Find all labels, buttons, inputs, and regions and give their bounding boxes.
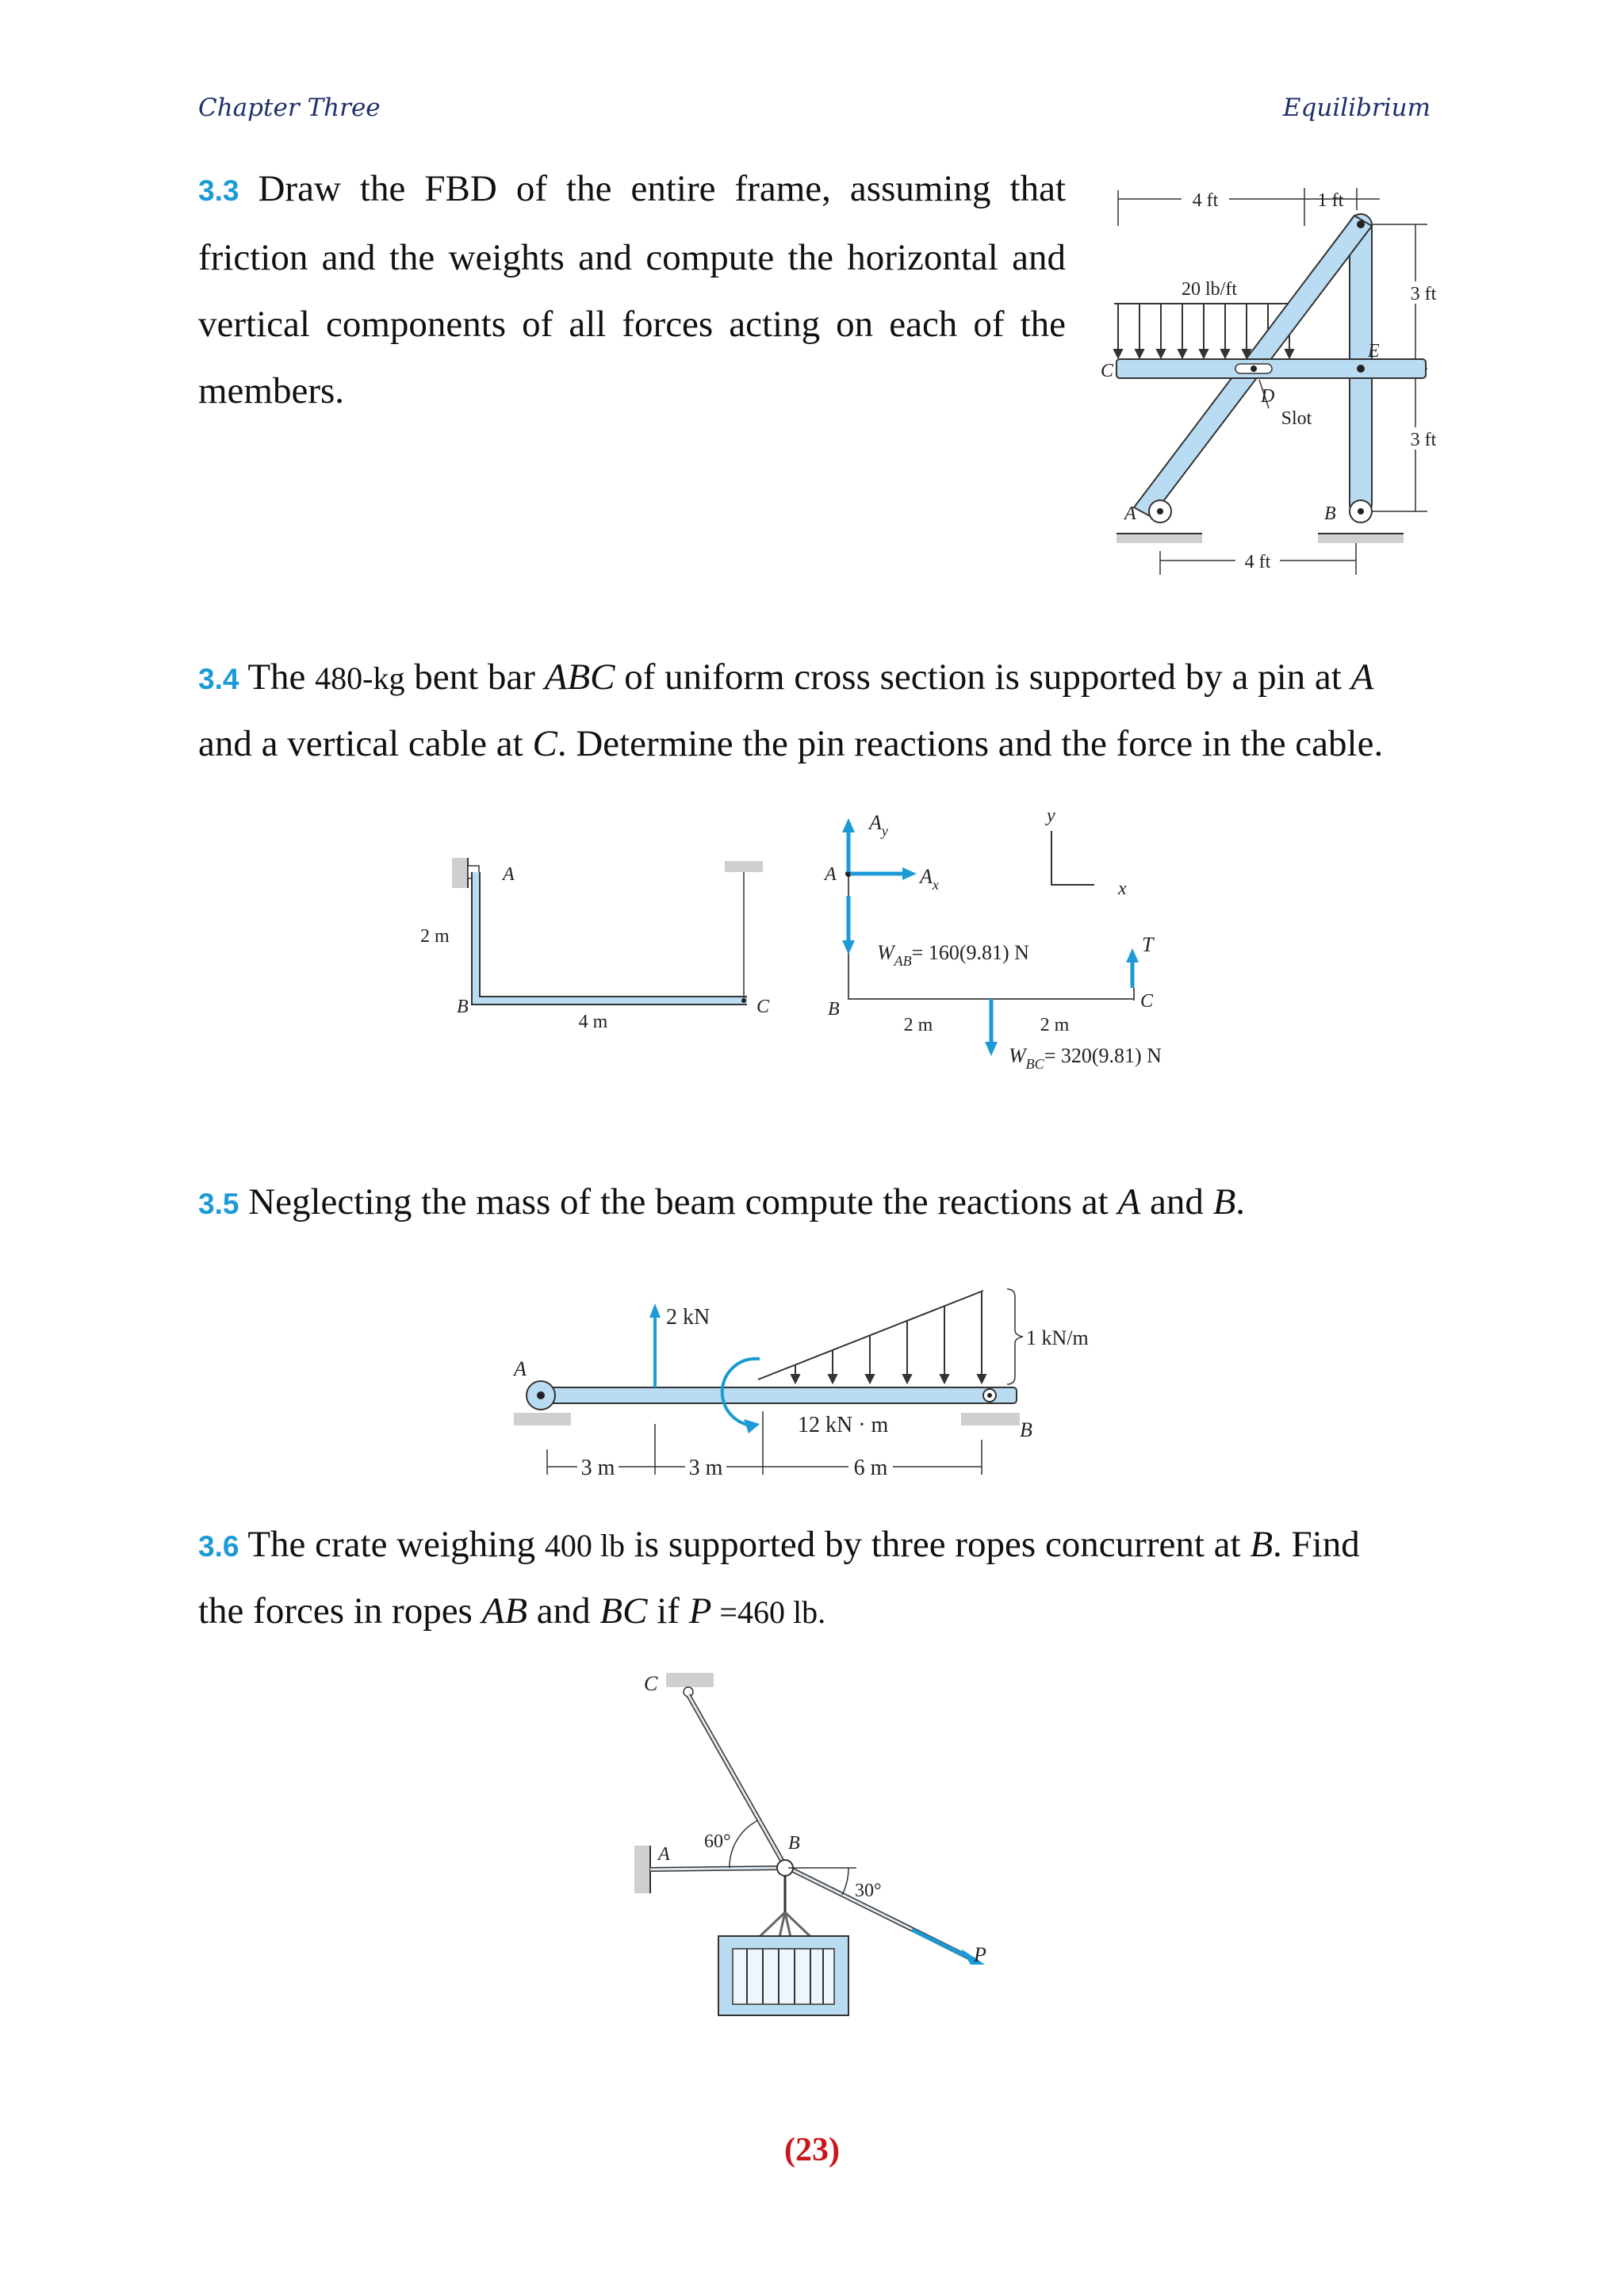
chapter-header: Chapter Three (198, 94, 381, 122)
figure-3-6-crate (619, 1665, 1015, 2030)
force-Ax: $A_x$ (920, 865, 939, 893)
force-P: P (688, 1590, 712, 1632)
text-part: . Find (1273, 1524, 1360, 1565)
page-number: (23) (784, 2132, 840, 2168)
dim-1ft: 1 ft (1317, 190, 1344, 211)
mass-value: 480-kg (315, 660, 405, 696)
text-part: and (527, 1590, 600, 1632)
dim-2m-second: 2 m (1040, 1015, 1070, 1035)
label-B: B (788, 1833, 800, 1854)
problem-3-6-text-line2 (198, 1578, 1435, 1646)
text-part: . (1235, 1181, 1246, 1223)
label-A: A (514, 1357, 527, 1380)
text-part: The crate weighing (247, 1524, 545, 1565)
label-D: D (1261, 386, 1275, 407)
dim-4ft-bottom: 4 ft (1244, 552, 1271, 572)
figure-3-5-beam (508, 1276, 1126, 1498)
dim-3m-first: 3 m (580, 1456, 615, 1480)
support-A: A (1117, 1181, 1141, 1223)
label-A: A (1124, 503, 1136, 524)
axis-x: x (1118, 878, 1127, 899)
figure-3-3-frame (1094, 178, 1459, 599)
label-B: B (828, 999, 840, 1020)
dist-load-label: 1 kN/m (1026, 1326, 1089, 1349)
label-C: C (1140, 991, 1154, 1012)
label-B: B (1324, 503, 1336, 524)
label-A: A (825, 864, 837, 885)
problem-3-5-text (198, 1169, 1435, 1238)
problem-3-4-text (198, 644, 1429, 713)
label-A: A (503, 864, 515, 885)
text-part: bent bar (404, 656, 545, 698)
label-B: B (1020, 1418, 1032, 1441)
problem-statement: Draw the FBD of the entire frame, assuming that friction and the weights and compute the horizontal and vertical components of all forces acting on each of the members. (198, 168, 1067, 411)
text-part: and a vertical cable at (198, 723, 533, 764)
tension-T: T (1142, 933, 1154, 956)
text-part: of uniform cross section is supported by a pin at (615, 656, 1351, 698)
text-part: the forces in ropes (198, 1590, 482, 1632)
weight-WBC: $W_{BC}= 320(9.81)$ N (1009, 1044, 1162, 1072)
dim-3ft-lower: 3 ft (1410, 430, 1437, 450)
angle-30: 30° (855, 1881, 882, 1901)
problem-3-6-text (198, 1511, 1429, 1580)
dim-2m-first: 2 m (903, 1015, 933, 1035)
pin-name: A (1350, 656, 1374, 698)
label-A: A (658, 1844, 670, 1865)
text-part: The (247, 656, 316, 698)
problem-3-4-text-line2 (198, 710, 1435, 777)
crate-weight: 400 lb (544, 1528, 625, 1563)
point-B: B (1250, 1524, 1274, 1565)
label-C: C (1101, 361, 1114, 381)
support-B: B (1212, 1181, 1236, 1223)
figure-3-4-bar (420, 848, 793, 1039)
slot-label: Slot (1281, 408, 1312, 429)
rope-BC: BC (599, 1590, 648, 1632)
bar-name: ABC (544, 656, 615, 698)
text-part: if (647, 1590, 689, 1632)
problem-number: 3.5 (198, 1188, 239, 1220)
label-C: C (756, 997, 770, 1017)
p-value: =460 lb. (711, 1594, 826, 1630)
weight-WAB: $W_{AB}= 160(9.81)$ N (877, 941, 1029, 969)
dist-load-arrows (791, 1292, 986, 1383)
dim-4ft-top: 4 ft (1192, 190, 1219, 211)
dim-3m-second: 3 m (688, 1456, 723, 1480)
load-label: 20 lb/ft (1182, 279, 1237, 300)
dim-6m: 6 m (853, 1456, 888, 1480)
rope-AB: AB (481, 1590, 528, 1632)
dim-2m: 2 m (420, 926, 450, 947)
axis-y: y (1047, 806, 1055, 826)
cable-point: C (532, 723, 557, 764)
label-P: P (974, 1943, 986, 1966)
label-E: E (1368, 341, 1380, 362)
force-2kN: 2 kN (666, 1305, 710, 1330)
moment-label: 12 kN · m (798, 1413, 889, 1437)
label-C: C (644, 1672, 658, 1695)
figure-3-4-fbd (817, 801, 1245, 1078)
problem-3-3-text (198, 155, 1066, 424)
text-part: . Determine the pin reactions and the force in the cable. (557, 723, 1384, 764)
force-Ay: $A_y$ (869, 811, 888, 839)
dim-4m: 4 m (578, 1012, 608, 1032)
problem-number: 3.4 (198, 663, 239, 695)
text-part: Neglecting the mass of the beam compute the reactions at (248, 1181, 1118, 1223)
topic-header: Equilibrium (1282, 94, 1431, 122)
problem-number: 3.3 (198, 174, 239, 207)
text-part: is supported by three ropes concurrent at (625, 1524, 1251, 1565)
dim-3ft-upper: 3 ft (1410, 284, 1437, 304)
label-B: B (457, 997, 469, 1017)
angle-60: 60° (704, 1831, 731, 1852)
text-part: and (1140, 1181, 1213, 1223)
problem-number: 3.6 (198, 1530, 239, 1563)
